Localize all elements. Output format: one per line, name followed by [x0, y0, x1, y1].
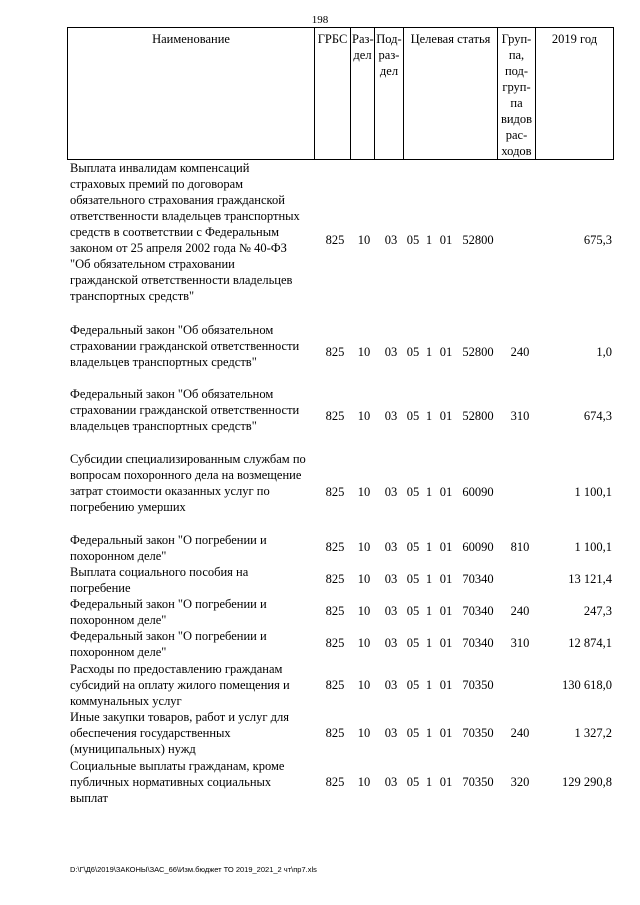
row-grbs: 825 — [325, 604, 345, 618]
row-target-3: 01 — [439, 726, 453, 740]
row-name: Выплата инвалидам компенсаций страховых премий по договорам обязательного страхования гражданской ответственности владельцев транспортных средств в соответствии с Федеральным законом от 25 апреля 2002 года № 40-ФЗ "Об обязательном страховании гражданской ответственности владельцев транспортных средств" — [70, 161, 300, 303]
row-razdel: 10 — [357, 775, 371, 789]
row-target-3: 01 — [439, 604, 453, 618]
row-name: Федеральный закон "Об обязательном страховании гражданской ответственности владельцев транспортных средств" — [70, 387, 300, 433]
row-razdel: 10 — [357, 345, 371, 359]
row-target-2: 1 — [425, 540, 433, 554]
row-vid: 240 — [510, 345, 530, 359]
row-target-1: 05 — [406, 636, 420, 650]
row-razdel: 10 — [357, 233, 371, 247]
header-podrazdel: Под- раз- дел — [375, 28, 404, 160]
row-grbs: 825 — [325, 636, 345, 650]
row-sum: 1 100,1 — [574, 485, 612, 499]
row-target-2: 1 — [425, 726, 433, 740]
row-target-1: 05 — [406, 409, 420, 423]
row-target-2: 1 — [425, 604, 433, 618]
row-target-2: 1 — [425, 345, 433, 359]
row-target-4: 70350 — [462, 775, 494, 789]
row-grbs: 825 — [325, 775, 345, 789]
row-name: Федеральный закон "О погребении и похоронном деле" — [70, 533, 267, 563]
row-target-2: 1 — [425, 485, 433, 499]
row-target-1: 05 — [406, 678, 420, 692]
row-target-4: 70350 — [462, 726, 494, 740]
row-grbs: 825 — [325, 678, 345, 692]
row-grbs: 825 — [325, 345, 345, 359]
row-target-1: 05 — [406, 726, 420, 740]
footer-file-path: D:\Г\Д6\2019\ЗАКОНЫ\ЗАС_66\Изм.бюджет ТО 2019_2021_2 чт\пр7.xls — [70, 865, 317, 874]
row-target-3: 01 — [439, 775, 453, 789]
row-target-4: 70340 — [462, 604, 494, 618]
row-sum: 1 100,1 — [574, 540, 612, 554]
row-grbs: 825 — [325, 540, 345, 554]
row-target-3: 01 — [439, 233, 453, 247]
row-razdel: 10 — [357, 485, 371, 499]
row-sum: 130 618,0 — [562, 678, 612, 692]
row-podrazdel: 03 — [384, 233, 398, 247]
row-razdel: 10 — [357, 678, 371, 692]
row-razdel: 10 — [357, 604, 371, 618]
row-target-1: 05 — [406, 572, 420, 586]
row-podrazdel: 03 — [384, 678, 398, 692]
row-target-4: 70350 — [462, 678, 494, 692]
row-podrazdel: 03 — [384, 726, 398, 740]
row-vid: 240 — [510, 604, 530, 618]
row-vid: 310 — [510, 636, 530, 650]
row-target-1: 05 — [406, 345, 420, 359]
row-target-3: 01 — [439, 678, 453, 692]
row-target-4: 52800 — [462, 409, 494, 423]
row-target-3: 01 — [439, 636, 453, 650]
row-name: Выплата социального пособия на погребение — [70, 565, 249, 595]
row-grbs: 825 — [325, 572, 345, 586]
row-podrazdel: 03 — [384, 485, 398, 499]
row-name: Федеральный закон "О погребении и похоронном деле" — [70, 597, 267, 627]
row-target-2: 1 — [425, 636, 433, 650]
row-grbs: 825 — [325, 485, 345, 499]
row-sum: 129 290,8 — [562, 775, 612, 789]
row-target-2: 1 — [425, 775, 433, 789]
row-name: Расходы по предоставлению гражданам субсидий на оплату жилого помещения и коммунальных услуг — [70, 662, 290, 708]
row-target-4: 60090 — [462, 485, 494, 499]
row-sum: 13 121,4 — [568, 572, 612, 586]
row-sum: 675,3 — [583, 233, 612, 247]
row-grbs: 825 — [325, 726, 345, 740]
row-target-2: 1 — [425, 572, 433, 586]
row-target-4: 70340 — [462, 572, 494, 586]
row-target-1: 05 — [406, 540, 420, 554]
header-grbs: ГРБС — [315, 28, 351, 160]
row-sum: 674,3 — [583, 409, 612, 423]
row-sum: 1,0 — [596, 345, 612, 359]
header-year: 2019 год — [536, 28, 614, 160]
row-razdel: 10 — [357, 572, 371, 586]
row-podrazdel: 03 — [384, 409, 398, 423]
row-name: Федеральный закон "О погребении и похоронном деле" — [70, 629, 267, 659]
row-target-2: 1 — [425, 233, 433, 247]
row-sum: 247,3 — [583, 604, 612, 618]
row-podrazdel: 03 — [384, 775, 398, 789]
row-grbs: 825 — [325, 409, 345, 423]
header-name: Наименование — [68, 28, 315, 160]
row-podrazdel: 03 — [384, 540, 398, 554]
row-podrazdel: 03 — [384, 604, 398, 618]
row-name: Федеральный закон "Об обязательном страховании гражданской ответственности владельцев транспортных средств" — [70, 323, 300, 369]
row-razdel: 10 — [357, 726, 371, 740]
row-target-4: 52800 — [462, 345, 494, 359]
row-name: Иные закупки товаров, работ и услуг для обеспечения государственных (муниципальных) нужд — [70, 710, 290, 756]
row-sum: 1 327,2 — [574, 726, 612, 740]
row-podrazdel: 03 — [384, 345, 398, 359]
row-target-1: 05 — [406, 233, 420, 247]
row-grbs: 825 — [325, 233, 345, 247]
header-target: Целевая статья — [404, 28, 498, 160]
page-number: 198 — [311, 14, 329, 26]
row-podrazdel: 03 — [384, 636, 398, 650]
row-target-3: 01 — [439, 540, 453, 554]
row-vid: 320 — [510, 775, 530, 789]
row-podrazdel: 03 — [384, 572, 398, 586]
row-target-3: 01 — [439, 345, 453, 359]
header-razdel: Раз- дел — [351, 28, 375, 160]
row-target-1: 05 — [406, 604, 420, 618]
row-name: Субсидии специализированным службам по вопросам похоронного дела на возмещение затрат стоимости оказанных услуг по погребению умерших — [70, 452, 306, 514]
header-vid: Груп- па, под- груп- па видов рас- ходов — [498, 28, 536, 160]
row-target-3: 01 — [439, 485, 453, 499]
row-razdel: 10 — [357, 540, 371, 554]
row-target-2: 1 — [425, 409, 433, 423]
row-sum: 12 874,1 — [568, 636, 612, 650]
row-vid: 240 — [510, 726, 530, 740]
row-target-2: 1 — [425, 678, 433, 692]
row-target-1: 05 — [406, 775, 420, 789]
row-target-4: 60090 — [462, 540, 494, 554]
row-target-3: 01 — [439, 409, 453, 423]
row-vid: 310 — [510, 409, 530, 423]
row-target-4: 70340 — [462, 636, 494, 650]
row-razdel: 10 — [357, 636, 371, 650]
row-target-3: 01 — [439, 572, 453, 586]
row-name: Социальные выплаты гражданам, кроме публичных нормативных социальных выплат — [70, 759, 285, 805]
row-target-1: 05 — [406, 485, 420, 499]
row-vid: 810 — [510, 540, 530, 554]
row-razdel: 10 — [357, 409, 371, 423]
row-target-4: 52800 — [462, 233, 494, 247]
